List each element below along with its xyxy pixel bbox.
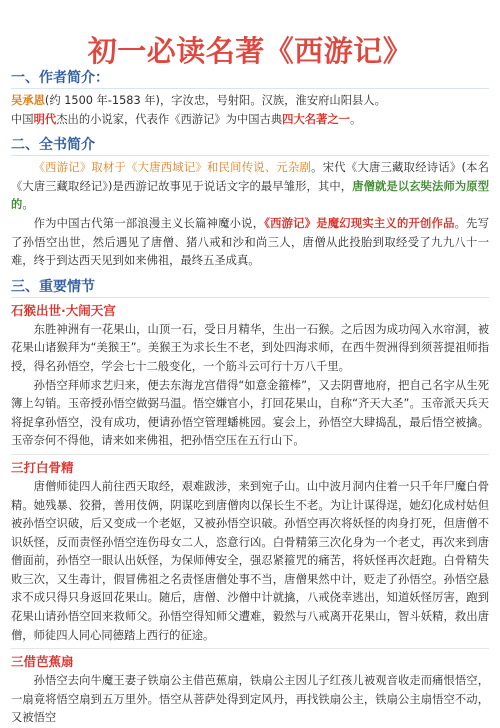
plot-sub3-label: 三借芭蕉扇 — [11, 654, 74, 670]
author-line-2-e: 。 — [349, 112, 362, 126]
plot-sub1-paragraph-2: 孙悟空拜师求艺归来，便去东海龙宫借得“如意金箍棒”，又去阴曹地府，把自己名字从生死簿上勾销。玉帝授孙悟空做弼马温。悟空嫌官小，打回花果山，自称“齐天大圣”。玉帝派天兵天将捉拿孙悟空，没有成功，便请孙悟空管理蟠桃园。宴会上，孙悟空大肆捣乱，最后悟空被擒。玉帝奈何不得他，请来如来佛祖，把孙悟空压在五行山下。 — [11, 378, 489, 448]
plot-sub1-label: 石猴出世·大闹天宫 — [11, 302, 116, 318]
summary-p1-end: 。 — [22, 198, 34, 212]
section-summary-label: 二、全书简介 — [11, 137, 95, 154]
plot-sub2-paragraph-1: 唐僧师徒四人前往西天取经，艰难跋涉，来到宛子山。山中波月洞内住着一只千年尸魔白骨精。她残暴、狡猾，善用伎俩，阴谋吃到唐僧肉以保长生不老。为让计谋得逞，她幻化成村姑但被孙悟空识破，后又变成一个老妪，又被孙悟空识破。孙悟空再次将妖怪的肉身打死，但唐僧不识妖怪，反而责怪孙悟空连伤母女二人，恣意行凶。白骨精第三次化身为一个老丈，再次来到唐僧面前，孙悟空一眼认出妖怪，为保师傅安全，强忍紧箍咒的痛苦，将妖怪再次赶跑。白骨精失败三次，又生毒计，假冒佛祖之名责怪唐僧处事不当，唐僧果然中计，贬走了孙悟空。孙悟空悬求不成只得只身返回花果山。随后，唐僧、沙僧中计就擒，八戒侥幸逃出，知道妖怪厉害，跑到花果山请孙悟空回来救师父。孙悟空得知师父遭难，毅然与八戒离开花果山，智斗妖精，救出唐僧，师徒四人同心同德踏上西行的征途。 — [11, 479, 489, 642]
author-line-1 — [11, 92, 489, 111]
summary-p2-text-c: 。先写了孙悟空出世，然后遇见了唐僧、猪八戒和沙和尚三人，唐僧从此投胎到取经受了九九八十一难，终于到达西天见到如来佛祖，最终五圣成真。 — [11, 216, 489, 268]
divider — [11, 454, 489, 455]
section-author-label: 一、作者简介： — [11, 70, 109, 86]
summary-prototype-highlight: 唐僧就是以玄奘法师为原型的 — [11, 179, 489, 212]
summary-paragraph-1 — [11, 159, 489, 215]
title-area — [11, 0, 489, 68]
author-line-2-a: 中国 — [11, 112, 34, 126]
author-name: 吴承恩 — [11, 94, 45, 107]
plot-sub3-paragraph-1: 孙悟空去向牛魔王妻子铁扇公主借芭蕉扇，铁扇公主因儿子红孩儿被观音收走而痛恨悟空，一扇竟将悟空扇到五万里外。悟空从菩萨处得到定风丹，再找铁扇公主，铁扇公主扇悟空不动，又被悟空 — [11, 674, 489, 725]
summary-genre-highlight: 《西游记》是魔幻现实主义的开创作品 — [264, 216, 455, 230]
author-dynasty: 明代 — [33, 112, 57, 126]
plot-sub2-heading — [11, 458, 489, 477]
plot-sub3-heading — [11, 652, 489, 671]
summary-p1-text: 。宋代《大唐三藏取经诗话》(本名《大唐三藏取经记》)是西游记故事见于说话文字的最早雏形，其中， — [11, 161, 489, 193]
plot-sub1-paragraph-1: 东胜神洲有一花果山，山顶一石，受日月精华，生出一石猴。之后因为成功闯入水帘洞，被花果山诸猴拜为“美猴王”。美猴王为求长生不老，到处四海求师，在西牛贺洲得到须菩提祖师指授，得名孙悟空，学会七十二般变化，一个筋斗云可行十万八千里。 — [11, 322, 489, 373]
section-summary-heading — [11, 135, 489, 156]
plot-sub2-label: 三打白骨精 — [11, 459, 74, 475]
author-line-2 — [11, 111, 489, 130]
section-plot-heading — [11, 277, 489, 298]
summary-source-highlight: 《西游记》取材于《大唐西域记》和民间传说、元杂剧 — [33, 161, 312, 175]
page-title: 初一必读名著《西游记》 — [87, 34, 413, 68]
plot-sub1-heading — [11, 301, 489, 320]
author-line-2-c: 杰出的小说家，代表作《西游记》为中国古典 — [56, 112, 283, 126]
author-line-1-text: (约 1500 年-1583 年)，字汝忠，号射阳。汉族，淮安府山阳县人。 — [44, 94, 386, 107]
summary-p2-text-a: 作为中国古代第一部浪漫主义长篇神魔小说， — [33, 216, 265, 230]
author-highlight-masterpiece: 四大名著之一 — [282, 112, 350, 126]
section-plot-label: 三、重要情节 — [11, 278, 95, 295]
divider — [11, 648, 489, 649]
summary-paragraph-2 — [11, 215, 489, 271]
